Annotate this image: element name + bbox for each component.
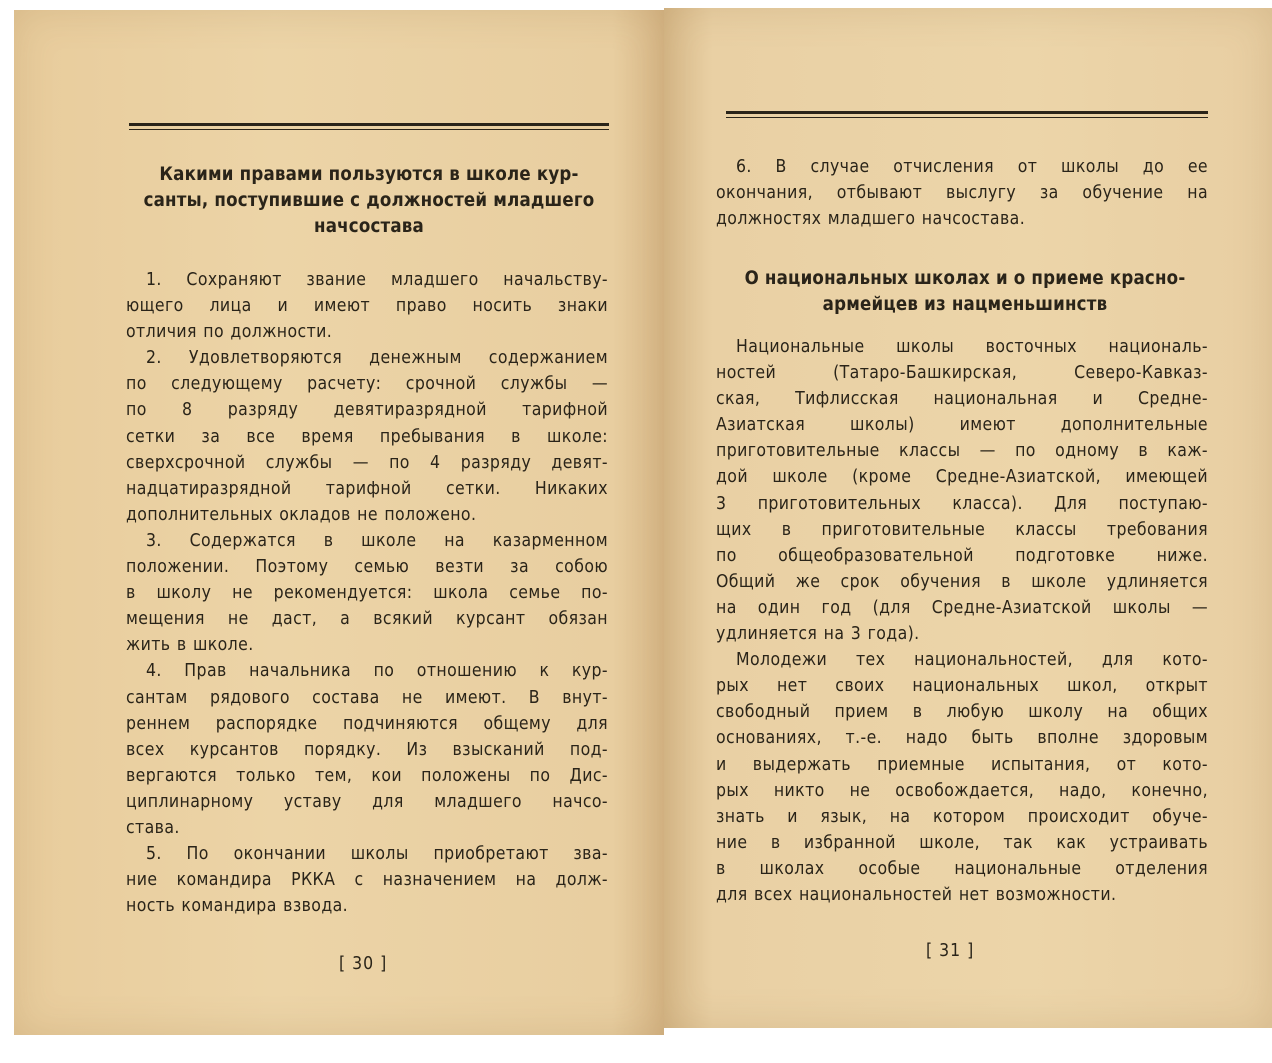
text-line: свободный прием в любую школу на общих bbox=[716, 702, 1208, 723]
text-line: става. bbox=[126, 817, 180, 838]
text-line: вергаются только тем, кои положены по Дис- bbox=[126, 765, 608, 786]
text-line: 3 приготовительных класса). Для поступаю- bbox=[716, 493, 1208, 514]
paragraph-1 bbox=[126, 267, 608, 345]
text-line: положении. Поэтому семью везти за собою bbox=[126, 557, 608, 578]
heading-line: армейцев из нацменьшинств bbox=[822, 294, 1108, 315]
page-number: [ 30 ] bbox=[339, 954, 388, 974]
text-line: отличия по должности. bbox=[126, 322, 333, 343]
text-line: ющего лица и имеют право носить знаки bbox=[126, 296, 608, 317]
text-line: 1. Сохраняют звание младшего начальству- bbox=[146, 270, 608, 290]
text-line: основаниях, т.-е. надо быть вполне здоровым bbox=[716, 728, 1208, 749]
text-line: сетки за все время пребывания в школе: bbox=[126, 426, 608, 447]
section-heading bbox=[718, 266, 1212, 318]
text-line: циплинарному уставу для младшего начсо- bbox=[126, 791, 608, 812]
body-text-top bbox=[716, 154, 1208, 232]
text-line: удлиняется на 3 года). bbox=[716, 624, 920, 645]
text-line: реннем распорядке подчиняются общему для bbox=[126, 713, 608, 734]
paragraph-5 bbox=[126, 841, 608, 919]
text-line: надцатиразрядной тарифной сетки. Никаких bbox=[126, 478, 608, 499]
text-line: ностей (Татаро-Башкирская, Северо-Кавказ- bbox=[716, 363, 1208, 384]
text-line: ность командира взвода. bbox=[126, 896, 349, 917]
text-line: сантам рядового состава не имеют. В внут- bbox=[126, 687, 608, 708]
text-line: щих в приготовительные классы требования bbox=[716, 519, 1208, 540]
text-line: Общий же срок обучения в школе удлиняется bbox=[716, 571, 1208, 592]
text-line: Азиатская школы) имеют дополнительные bbox=[716, 415, 1208, 436]
body-text bbox=[126, 267, 608, 919]
text-line: по общеобразовательной подготовке ниже. bbox=[716, 545, 1208, 566]
text-line: и выдержать приемные испытания, от кото- bbox=[716, 754, 1208, 775]
top-double-rule bbox=[726, 111, 1208, 118]
paragraph-minorities bbox=[716, 647, 1208, 908]
right-page bbox=[664, 8, 1272, 1028]
text-line: по следующему расчету: срочной службы — bbox=[126, 374, 608, 395]
section-heading bbox=[122, 162, 616, 240]
paragraph-national-schools bbox=[716, 334, 1208, 647]
paragraph-6 bbox=[716, 154, 1208, 232]
text-line: дой школе (кроме Средне-Азиатской, имеющей bbox=[716, 467, 1208, 488]
text-line: ская, Тифлисская национальная и Средне- bbox=[716, 389, 1208, 410]
top-double-rule bbox=[129, 123, 609, 130]
text-line: всех курсантов порядку. Из взысканий под- bbox=[126, 739, 608, 760]
text-line: окончания, отбывают выслугу за обучение на bbox=[716, 183, 1208, 204]
heading-line: санты, поступившие с должностей младшего bbox=[143, 190, 595, 211]
body-text bbox=[716, 334, 1208, 908]
text-line: в школах особые национальные отделения bbox=[716, 858, 1208, 879]
text-line: в школу не рекомендуется: школа семье по- bbox=[126, 583, 608, 604]
text-line: для всех национальностей нет возможности. bbox=[716, 884, 1117, 905]
text-line: 4. Прав начальника по отношению к кур- bbox=[146, 661, 608, 682]
text-line: дополнительных окладов не положено. bbox=[126, 504, 477, 525]
text-line: мещения не даст, а всякий курсант обязан bbox=[126, 609, 608, 630]
paragraph-2 bbox=[126, 345, 608, 528]
text-line: рых никто не освобождается, надо, конечно, bbox=[716, 780, 1208, 801]
heading-line: начсостава bbox=[314, 216, 424, 237]
text-line: ние командира РККА с назначением на долж- bbox=[126, 870, 608, 891]
text-line: 3. Содержатся в школе на казарменном bbox=[146, 530, 608, 551]
text-line: приготовительные классы — по одному в каж- bbox=[716, 441, 1208, 462]
paragraph-3 bbox=[126, 528, 608, 658]
text-line: 5. По окончании школы приобретают зва- bbox=[146, 844, 608, 865]
text-line: рых нет своих национальных школ, открыт bbox=[716, 676, 1208, 697]
text-line: жить в школе. bbox=[126, 635, 254, 656]
heading-line: Какими правами пользуются в школе кур- bbox=[159, 164, 579, 185]
text-line: 2. Удовлетворяются денежным содержанием bbox=[146, 348, 608, 369]
text-line: знать и язык, на котором происходит обуче- bbox=[716, 806, 1208, 827]
text-line: на один год (для Средне-Азиатской школы — bbox=[716, 597, 1208, 618]
page-number: [ 31 ] bbox=[926, 941, 975, 961]
heading-line: О национальных школах и о приеме красно- bbox=[744, 268, 1186, 289]
text-line: ние в избранной школе, так как устраивать bbox=[716, 832, 1208, 853]
text-line: Молодежи тех национальностей, для кото- bbox=[736, 650, 1208, 671]
text-line: 6. В случае отчисления от школы до ее bbox=[736, 157, 1208, 177]
text-line: Национальные школы восточных националь- bbox=[736, 337, 1208, 357]
left-page bbox=[14, 10, 664, 1035]
text-line: по 8 разряду девятиразрядной тарифной bbox=[126, 400, 608, 421]
text-line: должностях младшего начсостава. bbox=[716, 209, 1026, 230]
text-line: сверхсрочной службы — по 4 разряду девят- bbox=[126, 452, 608, 473]
paragraph-4 bbox=[126, 658, 608, 841]
